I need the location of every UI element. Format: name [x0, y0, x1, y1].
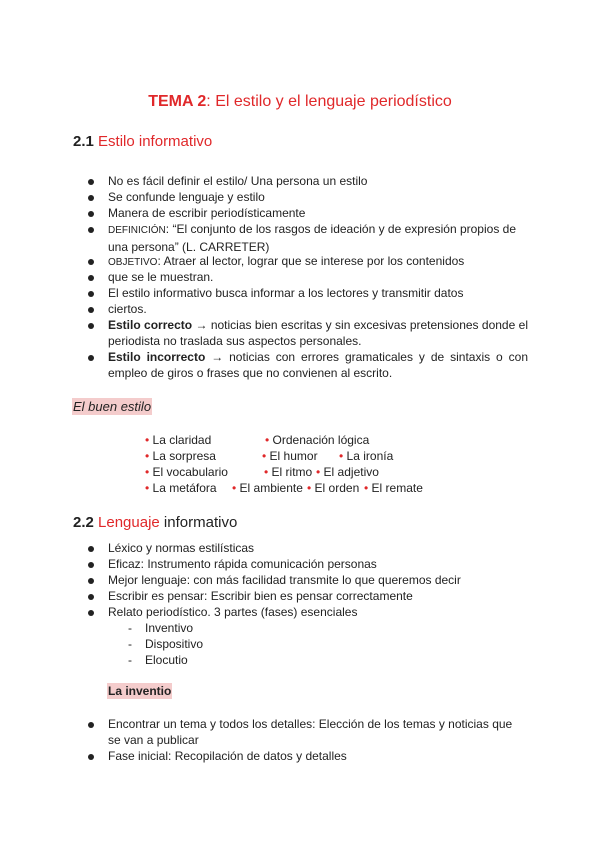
list-item-definicion	[108, 221, 528, 255]
title-tema-label: TEMA 2	[148, 93, 207, 110]
list-item: que se le muestran.	[108, 270, 214, 284]
section-title-red: Lenguaje	[98, 514, 160, 531]
definicion-label: DEFINICIÓN	[108, 225, 166, 236]
section-heading-2-2	[73, 514, 237, 532]
list-item: ciertos.	[108, 302, 147, 316]
objetivo-label: OBJETIVO	[108, 257, 158, 268]
buen-estilo-item: • El remate	[364, 481, 423, 495]
objetivo-text: : Atraer al lector, lograr que se interese por los contenidos	[157, 254, 465, 268]
estilo-incorrecto-text: → noticias con errores gramaticales y de sintaxis o con empleo de giros o frases que no convienen al escrito.	[108, 350, 528, 380]
buen-estilo-item: • El vocabulario	[145, 465, 228, 479]
estilo-incorrecto-label: Estilo incorrecto	[108, 350, 206, 364]
list-item: Relato periodístico. 3 partes (fases) esenciales	[108, 605, 358, 619]
list-item: Encontrar un tema y todos los detalles: Elección de los temas y noticias que se van a publicar	[108, 717, 513, 747]
dash-marker: -	[128, 653, 132, 667]
buen-estilo-item: • La claridad	[145, 433, 212, 447]
bullet-icon	[88, 227, 94, 233]
list-item: Léxico y normas estilísticas	[108, 541, 255, 555]
bullet-icon	[88, 211, 94, 217]
bullet-icon	[88, 594, 94, 600]
list-item: Eficaz: Instrumento rápida comunicación personas	[108, 557, 377, 571]
sub-item: Elocutio	[145, 653, 188, 667]
list-item: Mejor lenguaje: con más facilidad transmite lo que queremos decir	[108, 573, 461, 587]
bullet-icon	[88, 323, 94, 329]
buen-estilo-item: • El adjetivo	[316, 465, 379, 479]
section-number: 2.2	[73, 514, 94, 531]
dash-marker: -	[128, 637, 132, 651]
bullet-icon	[88, 722, 94, 728]
section-number: 2.1	[73, 133, 94, 150]
list-item: No es fácil definir el estilo/ Una persona un estilo	[108, 174, 368, 188]
bullet-icon	[88, 291, 94, 297]
buen-estilo-item: • La ironía	[339, 449, 394, 463]
list-item: Manera de escribir periodísticamente	[108, 206, 306, 220]
bullet-icon	[88, 275, 94, 281]
definicion-text: : “El conjunto de los rasgos de ideación y de expresión propios de una persona” (L. CARRETER)	[108, 222, 516, 254]
list-item: El estilo informativo busca informar a los lectores y transmitir datos	[108, 286, 464, 300]
buen-estilo-item: • El orden	[307, 481, 360, 495]
bullet-icon	[88, 754, 94, 760]
dash-marker: -	[128, 621, 132, 635]
bullet-icon	[88, 259, 94, 265]
buen-estilo-item: • El ambiente	[232, 481, 303, 495]
buen-estilo-item: • Ordenación lógica	[265, 433, 370, 447]
estilo-correcto-label: Estilo correcto	[108, 318, 193, 332]
list-item-estilo-incorrecto	[108, 349, 528, 381]
sub-item: Inventivo	[145, 621, 194, 635]
section-title: Estilo informativo	[98, 133, 213, 150]
bullet-icon	[88, 195, 94, 201]
buen-estilo-item: • El ritmo	[264, 465, 313, 479]
bullet-icon	[88, 546, 94, 552]
list-item-estilo-correcto	[108, 317, 528, 349]
bullet-icon	[88, 562, 94, 568]
estilo-correcto-text: → noticias bien escritas y sin excesivas pretensiones donde el periodista no traslada sus aspectos personales.	[108, 318, 528, 348]
section-heading-2-1	[73, 133, 212, 151]
page-title	[0, 92, 600, 112]
inventio-heading: La inventio	[108, 684, 172, 698]
title-text: : El estilo y el lenguaje periodístico	[206, 93, 452, 110]
bullet-icon	[88, 355, 94, 361]
buen-estilo-item: • La metáfora	[145, 481, 217, 495]
buen-estilo-heading: El buen estilo	[73, 399, 152, 414]
bullet-icon	[88, 179, 94, 185]
buen-estilo-item: • El humor	[262, 449, 318, 463]
sub-item: Dispositivo	[145, 637, 204, 651]
bullet-icon	[88, 610, 94, 616]
bullet-icon	[88, 578, 94, 584]
list-item: Escribir es pensar: Escribir bien es pensar correctamente	[108, 589, 413, 603]
list-item: Se confunde lenguaje y estilo	[108, 190, 265, 204]
section-title-rest: informativo	[159, 514, 238, 531]
buen-estilo-item: • La sorpresa	[145, 449, 216, 463]
bullet-icon	[88, 307, 94, 313]
list-item: Fase inicial: Recopilación de datos y detalles	[108, 749, 347, 763]
